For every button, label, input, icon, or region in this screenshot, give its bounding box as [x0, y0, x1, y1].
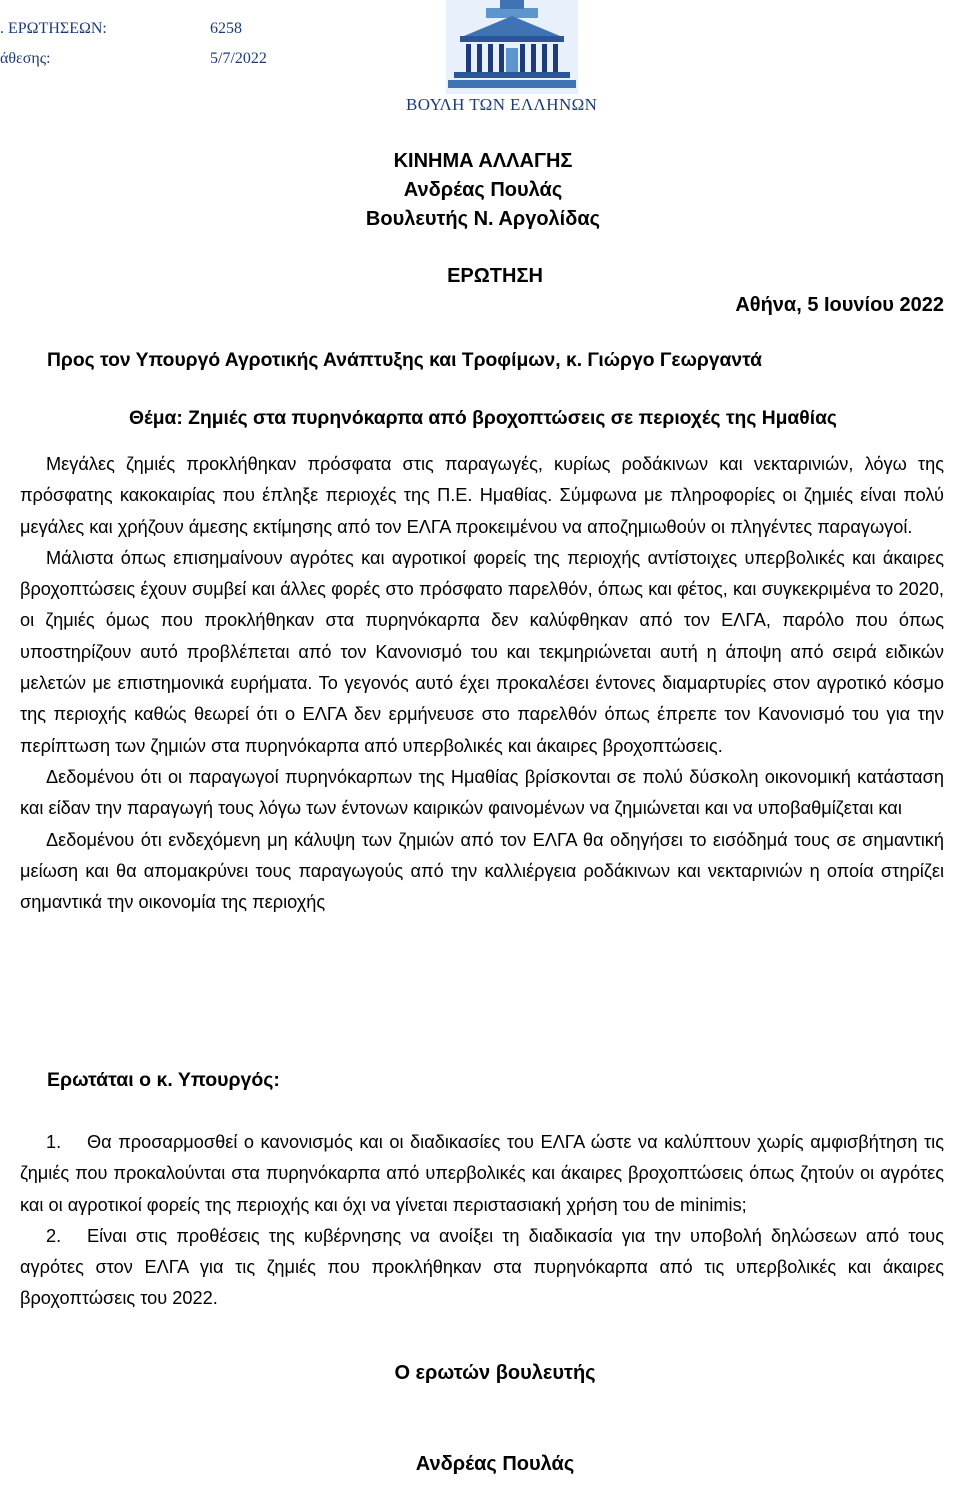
asked-heading: Ερωτάται ο κ. Υπουργός: [47, 1069, 280, 1091]
paragraph: Μεγάλες ζημιές προκλήθηκαν πρόσφατα στις παραγωγές, κυρίως ροδάκινων και νεκταρινιών, λόγω της πρόσφατης κακοκαιρίας που έπληξε περιοχές της Π.Ε. Ημαθίας. Σύμφωνα με πληροφορίες οι ζημιές είναι πολύ μεγάλες και χρήζουν άμεσης εκτίμησης από τον ΕΛΓΑ προκειμένου να αποζημιωθούν οι πληγέντες παραγωγοί. [20, 454, 944, 537]
signature-name: Ανδρέας Πουλάς [415, 1453, 575, 1475]
document-type: ΕΡΩΤΗΣΗ [447, 265, 543, 287]
filing-date-value: 5/7/2022 [210, 50, 267, 67]
question-list [20, 1127, 944, 1315]
question-number: 2. [46, 1225, 62, 1246]
paragraph: Μάλιστα όπως επισημαίνουν αγρότες και αγροτικοί φορείς της περιοχής αντίστοιχες υπερβολικές και άκαιρες βροχοπτώσεις έχουν συμβεί και άλλες φορές στο πρόσφατο παρελθόν, όπως και φέτος, και συγκεκριμένα το 2020, οι ζημιές όμως που προκλήθηκαν στα πυρηνόκαρπα δεν καλύφθηκαν από τον ΕΛΓΑ, παρόλο που όπως υποστηρίζουν αυτό προβλέπεται από τον Κανονισμό του και τεκμηριώνεται αυτή η άποψη από σειρά ειδικών μελετών με επιστημονικά ευρήματα. Το γεγονός αυτό έχει προκαλέσει έντονες διαμαρτυρίες στον αγροτικό κόσμο της περιοχής καθώς θεωρεί ότι ο ΕΛΓΑ δεν ερμήνευσε στο παρελθόν όπως έπρεπε τον Κανονισμό του για την περίπτωση των ζημιών στα πυρηνόκαρπα από υπερβολικές και άκαιρες βροχοπτώσεις. [20, 547, 944, 756]
party-name: ΚΙΝΗΜΑ ΑΛΛΑΓΗΣ [393, 150, 573, 172]
mp-name: Ανδρέας Πουλάς [403, 179, 563, 201]
place-date: Αθήνα, 5 Ιουνίου 2022 [735, 294, 944, 316]
question-number-label: . ΕΡΩΤΗΣΕΩΝ: [0, 20, 107, 37]
signature-label: Ο ερωτών βουλευτής [394, 1362, 596, 1384]
question-number: 1. [46, 1132, 62, 1152]
parliament-logo [400, 0, 624, 122]
paragraph: Δεδομένου ότι ενδεχόμενη μη κάλυψη των ζημιών από τον ΕΛΓΑ θα οδηγήσει το εισόδημά τους σε σημαντική μείωση και θα απομακρύνει τους παραγωγούς από την καλλιέργεια ροδάκινων και νεκταρινιών η οποία στηρίζει σημαντικά την οικονομία της περιοχής [20, 829, 944, 913]
paragraph: Δεδομένου ότι οι παραγωγοί πυρηνόκαρπων της Ημαθίας βρίσκονται σε πολύ δύσκολη οικονομική κατάσταση και είδαν την παραγωγή τους λόγω των έντονων καιρικών φαινομένων να ζημιώνεται και να υποβαθμίζεται και [20, 766, 944, 819]
recipient-line: Προς τον Υπουργό Αγροτικής Ανάπτυξης και Τροφίμων, κ. Γιώργο Γεωργαντά [47, 350, 763, 371]
subject-line: Θέμα: Ζημιές στα πυρηνόκαρπα από βροχοπτώσεις σε περιοχές της Ημαθίας [129, 408, 837, 429]
question-text: Είναι στις προθέσεις της κυβέρνησης να ανοίξει τη διαδικασία για την υποβολή δηλώσεων από τους αγρότες στον ΕΛΓΑ για τις ζημιές που προκλήθηκαν στα πυρηνόκαρπα από τις υπερβολικές και άκαιρες βροχοπτώσεις του 2022. [20, 1225, 944, 1309]
mp-role: Βουλευτής Ν. Αργολίδας [365, 208, 601, 230]
question-text: Θα προσαρμοσθεί ο κανονισμός και οι διαδικασίες του ΕΛΓΑ ώστε να καλύπτουν χωρίς αμφισβήτηση τις ζημιές που προκαλούνται στα πυρηνόκαρπα από υπερβολικές και άκαιρες βροχοπτώσεις όπως ζητούν οι αγρότες και οι αγροτικοί φορείς της περιοχής και όχι να γίνεται περιστασιακή χρήση του de minimis; [20, 1132, 944, 1215]
question-item [20, 1221, 944, 1315]
logo-caption: ΒΟΥΛΗ ΤΩΝ ΕΛΛΗΝΩΝ [406, 95, 598, 114]
parliament-building-icon [440, 0, 584, 94]
filing-date-label: άθεσης: [0, 50, 51, 67]
question-number-value: 6258 [210, 20, 242, 37]
body-text [20, 449, 944, 918]
question-item [20, 1127, 944, 1221]
